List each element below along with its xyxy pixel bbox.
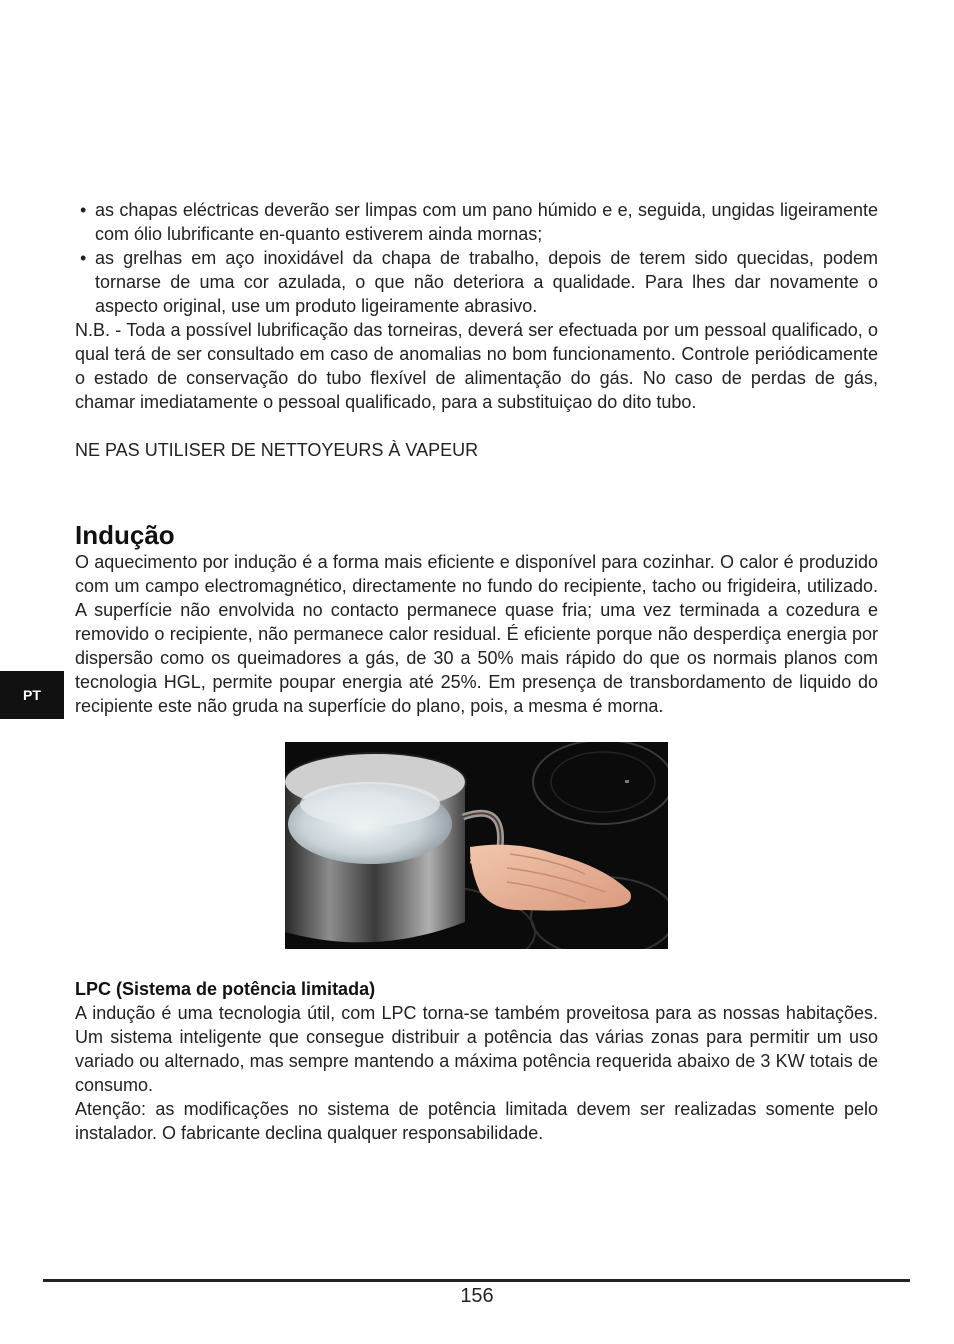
bullet-item xyxy=(75,246,878,318)
section-title-induction: Indução xyxy=(75,520,175,550)
maintenance-note: N.B. - Toda a possível lubrificação das torneiras, deverá ser efectuada por um pessoal qualificado, o qual terá de ser consultado em caso de anomalias no bom funcionamento. Controle periódicamente o estado de conservação do tubo flexível de alimentação do gás. No caso de perdas de gás, chamar imediatamente o pessoal qualificado, para a substituiçao do dito tubo. xyxy=(75,320,878,412)
language-tab: PT xyxy=(0,671,64,719)
page-content xyxy=(75,198,878,1145)
pot-on-induction-hob-illustration xyxy=(285,742,668,949)
induction-photo xyxy=(285,742,668,949)
bullet-item xyxy=(75,198,878,246)
bullet-dot-icon: • xyxy=(80,200,87,220)
footer-divider xyxy=(43,1279,910,1282)
bullet-text: as grelhas em aço inoxidável da chapa de trabalho, depois de terem sido quecidas, podem tornarse de uma cor azulada, o que não deteriora a qualidade. Para lhes dar novamente o aspecto original, use um produto ligeiramente abrasivo. xyxy=(95,248,878,316)
page-number: 156 xyxy=(460,1285,494,1307)
bullet-dot-icon: • xyxy=(80,248,87,268)
steam-warning: NE PAS UTILISER DE NETTOYEURS À VAPEUR xyxy=(75,440,479,460)
bullet-text: as chapas eléctricas deverão ser limpas com um pano húmido e e, seguida, ungidas ligeiramente com ólio lubrificante en-quanto estiverem ainda mornas; xyxy=(95,200,878,244)
lpc-body: A indução é uma tecnologia útil, com LPC torna-se também proveitosa para as nossas habitações. Um sistema inteligente que consegue distribuir a potência das várias zonas para permitir um uso variado ou alternado, mas sempre mantendo a máxima potência requerida abaixo de 3 KW totais de consumo. xyxy=(75,1003,878,1095)
section-title-lpc: LPC (Sistema de potência limitada) xyxy=(75,979,376,999)
induction-body: O aquecimento por indução é a forma mais eficiente e disponível para cozinhar. O calor é produzido com um campo electromagnético, directamente no fundo do recipiente, tacho ou frigideira, utilizado. A superfície não envolvida no contacto permanece quase fria; uma vez terminada a cozedura e removido o recipiente, não permanece calor residual. É eficiente porque não desperdiça energia por dispersão como os queimadores a gás, de 30 a 50% mais rápido do que os normais planos com tecnologia HGL, permite poupar energia até 25%. Em presença de transbordamento de liquido do recipiente este não gruda na superfície do plano, pois, a mesma é morna. xyxy=(75,552,878,716)
lpc-warning: Atenção: as modificações no sistema de potência limitada devem ser realizadas somente pelo instalador. O fabricante declina qualquer responsabilidade. xyxy=(75,1099,878,1143)
